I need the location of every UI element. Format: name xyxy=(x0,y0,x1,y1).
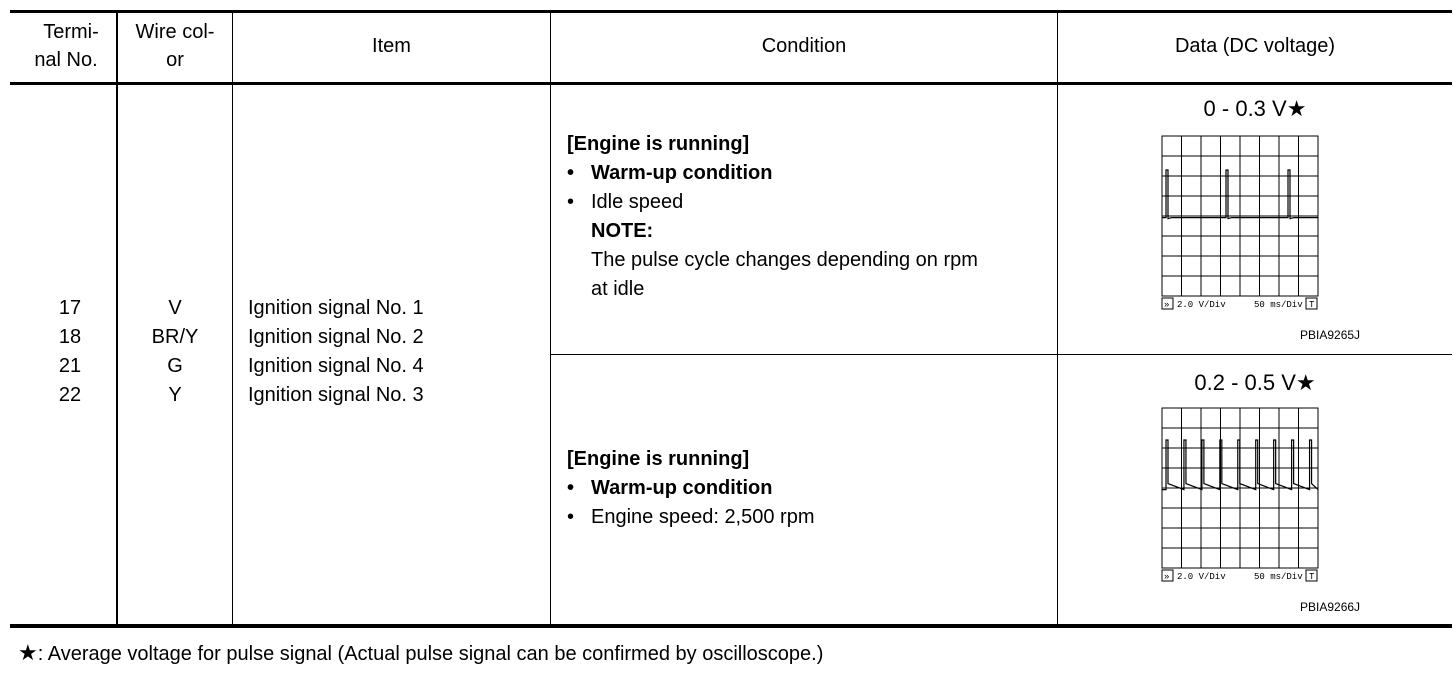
bullet-mark: • xyxy=(567,506,575,528)
scope-arrow-icon: » xyxy=(1164,572,1170,582)
scope-time-div: 50 ms/Div xyxy=(1254,300,1303,310)
wire-color: BR/Y xyxy=(151,326,199,348)
header-wire-color xyxy=(118,18,232,74)
header-terminal xyxy=(14,18,118,74)
bullet-text: Warm-up condition xyxy=(591,162,773,184)
header-wire-line1: Wire col- xyxy=(135,21,215,43)
scope-grid xyxy=(1162,408,1318,568)
image-id-2: PBIA9266J xyxy=(1300,600,1361,614)
bullet-text: Idle speed xyxy=(591,191,684,213)
item-text: Ignition signal No. 4 xyxy=(248,355,424,377)
terminal-no: 18 xyxy=(58,326,82,348)
item-list xyxy=(248,294,548,410)
terminal-no: 22 xyxy=(58,384,82,406)
terminal-no: 17 xyxy=(58,297,82,319)
col-divider-2 xyxy=(232,10,233,626)
header-data: Data (DC voltage) xyxy=(1174,35,1336,57)
note-text: at idle xyxy=(591,278,645,300)
condition-row-1 xyxy=(567,130,1053,304)
bullet-text: Engine speed: 2,500 rpm xyxy=(591,506,815,528)
condition-bullet xyxy=(567,188,1053,217)
voltage-value: 0 - 0.3 V xyxy=(1203,96,1287,121)
table-bottom-border xyxy=(10,624,1452,628)
condition-bullet xyxy=(567,503,1053,532)
condition-bullet xyxy=(567,474,1053,503)
oscilloscope-1 xyxy=(1160,134,1320,316)
bullet-mark: • xyxy=(567,162,575,184)
header-bottom-border xyxy=(10,82,1452,85)
terminal-list xyxy=(20,294,120,410)
bullet-text: Warm-up condition xyxy=(591,477,773,499)
item-text: Ignition signal No. 2 xyxy=(248,326,424,348)
waveform xyxy=(1162,440,1318,490)
oscilloscope-2 xyxy=(1160,406,1320,588)
item-text: Ignition signal No. 3 xyxy=(248,384,424,406)
condition-title: [Engine is running] xyxy=(567,133,750,155)
scope-time-div: 50 ms/Div xyxy=(1254,572,1303,582)
voltage-label-1 xyxy=(1058,96,1452,122)
image-id-1: PBIA9265J xyxy=(1300,328,1361,342)
scope-volt-div: 2.0 V/Div xyxy=(1177,572,1226,582)
scope-footer xyxy=(1162,570,1317,582)
col-divider-3 xyxy=(550,10,551,626)
scope-arrow-icon: » xyxy=(1164,300,1170,310)
header-terminal-line1: Termi- xyxy=(43,21,99,43)
note-label: NOTE: xyxy=(591,220,654,242)
voltage-value: 0.2 - 0.5 V xyxy=(1194,370,1296,395)
wire-color: G xyxy=(167,355,183,377)
scope-volt-div: 2.0 V/Div xyxy=(1177,300,1226,310)
wire-color: V xyxy=(168,297,182,319)
condition-bullet xyxy=(567,159,1053,188)
voltage-label-2 xyxy=(1058,370,1452,396)
wire-color-list xyxy=(118,294,232,410)
star-icon: ★ xyxy=(1295,370,1316,395)
header-condition: Condition xyxy=(761,35,847,57)
star-icon: ★ xyxy=(18,640,38,665)
header-wire-line2: or xyxy=(166,49,184,71)
note-text: The pulse cycle changes depending on rpm xyxy=(591,249,978,271)
star-icon: ★ xyxy=(1286,96,1307,121)
bullet-mark: • xyxy=(567,477,575,499)
footnote-text: : Average voltage for pulse signal (Actual pulse signal can be confirmed by oscilloscope.) xyxy=(37,643,824,665)
header-terminal-line2: nal No. xyxy=(34,49,98,71)
footnote xyxy=(18,640,823,666)
header-item: Item xyxy=(372,35,411,57)
bullet-mark: • xyxy=(567,191,575,213)
row-divider xyxy=(550,354,1452,355)
condition-row-2 xyxy=(567,445,1053,532)
wire-color: Y xyxy=(168,384,182,406)
item-text: Ignition signal No. 1 xyxy=(248,297,424,319)
condition-title: [Engine is running] xyxy=(567,448,750,470)
terminal-no: 21 xyxy=(58,355,82,377)
scope-t-label: T xyxy=(1309,300,1315,310)
table-top-border xyxy=(10,10,1452,13)
scope-footer xyxy=(1162,298,1317,310)
scope-t-label: T xyxy=(1309,572,1315,582)
scope-grid xyxy=(1162,136,1318,296)
